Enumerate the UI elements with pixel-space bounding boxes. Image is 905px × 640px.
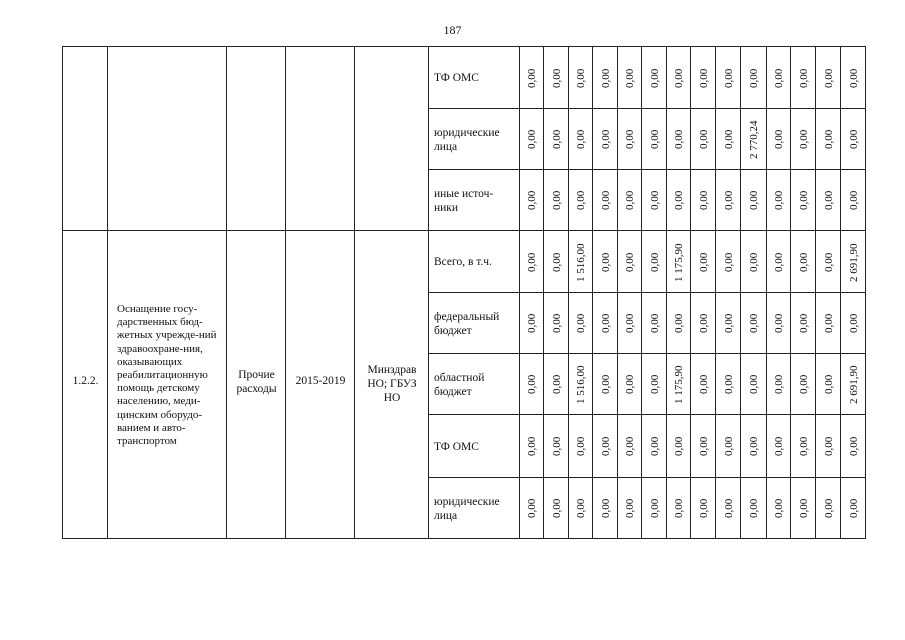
continuation-value-cell bbox=[766, 46, 791, 109]
item-value-cell bbox=[568, 230, 593, 293]
continuation-value: 0,00 bbox=[551, 68, 563, 88]
item-value: 0,00 bbox=[798, 436, 810, 456]
item-value-cell bbox=[840, 292, 866, 354]
item-value: 0,00 bbox=[748, 313, 760, 333]
continuation-value: 0,00 bbox=[649, 68, 661, 88]
item-number-cell bbox=[62, 230, 108, 539]
item-value-cell bbox=[766, 414, 791, 478]
item-source-cell bbox=[428, 230, 520, 293]
item-value: 0,00 bbox=[698, 436, 710, 456]
item-expense-type: Прочие расходы bbox=[236, 369, 277, 395]
continuation-value: 0,00 bbox=[698, 68, 710, 88]
item-value-cell bbox=[543, 414, 569, 478]
continuation-value-cell bbox=[666, 169, 691, 231]
item-value: 0,00 bbox=[600, 313, 612, 333]
item-value-cell bbox=[690, 414, 716, 478]
item-value-cell bbox=[568, 477, 593, 539]
continuation-value-cell bbox=[815, 169, 841, 231]
continuation-value: 0,00 bbox=[848, 68, 860, 88]
continuation-value: 0,00 bbox=[723, 129, 735, 149]
continuation-value-cell bbox=[815, 46, 841, 109]
item-source-label: Всего, в т.ч. bbox=[434, 256, 492, 268]
item-value: 0,00 bbox=[551, 436, 563, 456]
item-source-cell bbox=[428, 414, 520, 478]
item-value-cell bbox=[766, 477, 791, 539]
item-period-cell bbox=[285, 230, 355, 539]
item-value: 0,00 bbox=[600, 436, 612, 456]
item-executor-cell bbox=[354, 230, 429, 539]
item-value-cell bbox=[715, 230, 741, 293]
continuation-value: 0,00 bbox=[526, 68, 538, 88]
item-value: 0,00 bbox=[823, 498, 835, 518]
continuation-value: 0,00 bbox=[673, 68, 685, 88]
continuation-value-cell bbox=[543, 46, 569, 109]
item-value: 0,00 bbox=[551, 313, 563, 333]
continuation-description-cell bbox=[107, 46, 227, 231]
item-value: 0,00 bbox=[624, 374, 636, 394]
continuation-value: 0,00 bbox=[723, 190, 735, 210]
item-value: 0,00 bbox=[723, 252, 735, 272]
continuation-value: 0,00 bbox=[575, 129, 587, 149]
item-value: 0,00 bbox=[748, 436, 760, 456]
item-value-cell bbox=[641, 353, 667, 415]
continuation-value-cell bbox=[740, 46, 767, 109]
item-source-label: федеральный бюджет bbox=[434, 311, 500, 337]
continuation-value: 0,00 bbox=[575, 68, 587, 88]
item-value: 0,00 bbox=[823, 374, 835, 394]
item-value-cell bbox=[519, 477, 544, 539]
item-value-cell bbox=[690, 230, 716, 293]
continuation-value-cell bbox=[617, 46, 642, 109]
continuation-value: 0,00 bbox=[600, 129, 612, 149]
item-value-cell bbox=[715, 353, 741, 415]
item-value: 0,00 bbox=[798, 498, 810, 518]
item-value-cell bbox=[519, 292, 544, 354]
item-value-cell bbox=[641, 414, 667, 478]
item-value: 0,00 bbox=[823, 313, 835, 333]
item-value-cell bbox=[715, 477, 741, 539]
item-value-cell bbox=[641, 477, 667, 539]
item-value-cell bbox=[790, 230, 816, 293]
continuation-value: 0,00 bbox=[624, 190, 636, 210]
continuation-value-cell bbox=[617, 169, 642, 231]
continuation-value-cell bbox=[690, 46, 716, 109]
item-value: 0,00 bbox=[698, 313, 710, 333]
continuation-value: 0,00 bbox=[624, 68, 636, 88]
item-value-cell bbox=[715, 292, 741, 354]
item-value-cell bbox=[592, 414, 618, 478]
continuation-value: 0,00 bbox=[748, 68, 760, 88]
item-value: 0,00 bbox=[600, 252, 612, 272]
continuation-value-cell bbox=[790, 108, 816, 170]
continuation-value-cell bbox=[740, 169, 767, 231]
continuation-value-cell bbox=[568, 169, 593, 231]
item-value-cell bbox=[592, 477, 618, 539]
item-value-cell bbox=[543, 292, 569, 354]
item-value: 1 175,90 bbox=[673, 365, 685, 404]
item-value-cell bbox=[815, 230, 841, 293]
continuation-value-cell bbox=[568, 108, 593, 170]
continuation-value-cell bbox=[519, 108, 544, 170]
item-value-cell bbox=[519, 230, 544, 293]
continuation-value-cell bbox=[592, 46, 618, 109]
item-value: 0,00 bbox=[526, 252, 538, 272]
item-value-cell bbox=[740, 414, 767, 478]
item-value: 0,00 bbox=[551, 374, 563, 394]
item-source-label: ТФ ОМС bbox=[434, 441, 479, 453]
item-value: 0,00 bbox=[698, 498, 710, 518]
item-value: 0,00 bbox=[624, 436, 636, 456]
continuation-value-cell bbox=[617, 108, 642, 170]
item-value-cell bbox=[715, 414, 741, 478]
item-value-cell bbox=[690, 292, 716, 354]
item-value-cell bbox=[840, 230, 866, 293]
item-value-cell bbox=[840, 353, 866, 415]
item-value: 0,00 bbox=[773, 252, 785, 272]
item-source-label: областной бюджет bbox=[434, 372, 485, 398]
item-value: 0,00 bbox=[723, 374, 735, 394]
item-value: 0,00 bbox=[673, 498, 685, 518]
continuation-value: 0,00 bbox=[551, 190, 563, 210]
item-value: 0,00 bbox=[551, 252, 563, 272]
continuation-value-cell bbox=[568, 46, 593, 109]
item-value-cell bbox=[690, 353, 716, 415]
item-value: 0,00 bbox=[848, 313, 860, 333]
item-value: 0,00 bbox=[723, 498, 735, 518]
item-value-cell bbox=[543, 230, 569, 293]
item-value-cell bbox=[790, 477, 816, 539]
item-value: 0,00 bbox=[823, 252, 835, 272]
page-number: 187 bbox=[443, 23, 462, 37]
item-value: 0,00 bbox=[748, 252, 760, 272]
item-value: 1 516,00 bbox=[575, 365, 587, 404]
item-value-cell bbox=[617, 230, 642, 293]
item-value: 0,00 bbox=[773, 374, 785, 394]
item-source-cell bbox=[428, 292, 520, 354]
item-value-cell bbox=[666, 292, 691, 354]
item-value-cell bbox=[740, 353, 767, 415]
item-value-cell bbox=[766, 230, 791, 293]
continuation-value-cell bbox=[666, 108, 691, 170]
item-value: 0,00 bbox=[748, 498, 760, 518]
item-value: 1 516,00 bbox=[575, 243, 587, 282]
item-description-cell bbox=[107, 230, 227, 539]
continuation-source-label: ТФ ОМС bbox=[434, 72, 479, 84]
item-value: 2 691,90 bbox=[848, 243, 860, 282]
item-value-cell bbox=[815, 292, 841, 354]
continuation-period-cell bbox=[285, 46, 355, 231]
continuation-number-cell bbox=[62, 46, 108, 231]
continuation-value-cell bbox=[690, 169, 716, 231]
item-value-cell bbox=[815, 414, 841, 478]
item-value-cell bbox=[617, 414, 642, 478]
item-value: 0,00 bbox=[773, 436, 785, 456]
item-value-cell bbox=[592, 230, 618, 293]
item-value-cell bbox=[666, 414, 691, 478]
item-value: 0,00 bbox=[649, 374, 661, 394]
item-value-cell bbox=[766, 353, 791, 415]
item-value-cell bbox=[666, 230, 691, 293]
item-value: 0,00 bbox=[798, 313, 810, 333]
item-value: 0,00 bbox=[526, 313, 538, 333]
item-value-cell bbox=[790, 353, 816, 415]
item-value-cell bbox=[568, 353, 593, 415]
continuation-value-cell bbox=[840, 108, 866, 170]
item-value: 0,00 bbox=[649, 498, 661, 518]
continuation-value: 0,00 bbox=[823, 129, 835, 149]
item-value-cell bbox=[617, 477, 642, 539]
continuation-value-cell bbox=[641, 169, 667, 231]
continuation-value: 0,00 bbox=[575, 190, 587, 210]
continuation-value: 0,00 bbox=[698, 129, 710, 149]
item-value: 0,00 bbox=[526, 436, 538, 456]
item-value: 0,00 bbox=[551, 498, 563, 518]
item-number: 1.2.2. bbox=[72, 375, 99, 387]
continuation-value-cell bbox=[766, 108, 791, 170]
continuation-value: 0,00 bbox=[773, 190, 785, 210]
continuation-value: 0,00 bbox=[551, 129, 563, 149]
continuation-source-label: юридические лица bbox=[434, 127, 500, 153]
item-value-cell bbox=[740, 230, 767, 293]
continuation-source-label: иные источ-ники bbox=[434, 188, 494, 214]
item-value: 0,00 bbox=[624, 498, 636, 518]
item-executor: Минздрав НО; ГБУЗ НО bbox=[367, 364, 417, 404]
continuation-source-cell bbox=[428, 46, 520, 109]
item-value-cell bbox=[641, 230, 667, 293]
item-value: 0,00 bbox=[723, 313, 735, 333]
item-value-cell bbox=[666, 477, 691, 539]
continuation-value: 0,00 bbox=[526, 129, 538, 149]
item-value: 0,00 bbox=[798, 374, 810, 394]
continuation-value-cell bbox=[641, 108, 667, 170]
item-value: 0,00 bbox=[526, 498, 538, 518]
item-value: 0,00 bbox=[575, 436, 587, 456]
continuation-value-cell bbox=[543, 108, 569, 170]
item-value: 0,00 bbox=[575, 498, 587, 518]
continuation-value: 0,00 bbox=[748, 190, 760, 210]
continuation-source-cell bbox=[428, 169, 520, 231]
item-value: 0,00 bbox=[624, 313, 636, 333]
item-description: Оснащение госу-дарственных бюд-жетных учрежде-ний здравоохране-ния, оказывающих реабилитационную помощь детскому населению, меди-цинским оборудо-ванием и авто-транспортом bbox=[117, 303, 217, 448]
item-value: 2 691,90 bbox=[848, 365, 860, 404]
item-value: 0,00 bbox=[773, 313, 785, 333]
continuation-value: 0,00 bbox=[526, 190, 538, 210]
item-value-cell bbox=[568, 414, 593, 478]
item-value-cell bbox=[592, 292, 618, 354]
continuation-executor-cell bbox=[354, 46, 429, 231]
item-value: 0,00 bbox=[848, 436, 860, 456]
item-source-label: юридические лица bbox=[434, 496, 500, 522]
item-value-cell bbox=[568, 292, 593, 354]
item-value-cell bbox=[740, 477, 767, 539]
continuation-value-cell bbox=[790, 46, 816, 109]
continuation-value-cell bbox=[740, 108, 767, 170]
continuation-value: 0,00 bbox=[649, 129, 661, 149]
item-value-cell bbox=[790, 292, 816, 354]
item-value-cell bbox=[543, 353, 569, 415]
continuation-value-cell bbox=[592, 169, 618, 231]
item-value-cell bbox=[766, 292, 791, 354]
item-value: 0,00 bbox=[673, 436, 685, 456]
continuation-value: 0,00 bbox=[823, 68, 835, 88]
continuation-value: 0,00 bbox=[823, 190, 835, 210]
continuation-value: 0,00 bbox=[649, 190, 661, 210]
continuation-value-cell bbox=[543, 169, 569, 231]
item-period: 2015-2019 bbox=[295, 375, 346, 387]
continuation-value-cell bbox=[766, 169, 791, 231]
continuation-value: 0,00 bbox=[798, 129, 810, 149]
item-value-cell bbox=[690, 477, 716, 539]
item-value-cell bbox=[543, 477, 569, 539]
item-value: 0,00 bbox=[723, 436, 735, 456]
continuation-source-cell bbox=[428, 108, 520, 170]
item-value: 0,00 bbox=[624, 252, 636, 272]
item-value: 0,00 bbox=[649, 252, 661, 272]
continuation-value: 2 770,24 bbox=[748, 120, 760, 159]
item-value-cell bbox=[815, 477, 841, 539]
item-value: 0,00 bbox=[698, 252, 710, 272]
continuation-value: 0,00 bbox=[773, 68, 785, 88]
item-value-cell bbox=[641, 292, 667, 354]
item-value: 0,00 bbox=[773, 498, 785, 518]
continuation-value-cell bbox=[690, 108, 716, 170]
continuation-value: 0,00 bbox=[798, 190, 810, 210]
continuation-value: 0,00 bbox=[723, 68, 735, 88]
continuation-value-cell bbox=[519, 46, 544, 109]
item-source-cell bbox=[428, 353, 520, 415]
continuation-value-cell bbox=[519, 169, 544, 231]
item-value-cell bbox=[790, 414, 816, 478]
item-value: 0,00 bbox=[575, 313, 587, 333]
continuation-value: 0,00 bbox=[798, 68, 810, 88]
item-value-cell bbox=[840, 414, 866, 478]
item-value-cell bbox=[666, 353, 691, 415]
item-value: 0,00 bbox=[848, 498, 860, 518]
continuation-value: 0,00 bbox=[673, 129, 685, 149]
item-value-cell bbox=[617, 353, 642, 415]
item-value: 0,00 bbox=[649, 436, 661, 456]
continuation-value-cell bbox=[840, 169, 866, 231]
continuation-expense-cell bbox=[226, 46, 286, 231]
item-value-cell bbox=[519, 414, 544, 478]
item-value-cell bbox=[815, 353, 841, 415]
item-expense-cell bbox=[226, 230, 286, 539]
continuation-value-cell bbox=[715, 108, 741, 170]
continuation-value: 0,00 bbox=[624, 129, 636, 149]
continuation-value: 0,00 bbox=[848, 190, 860, 210]
item-value-cell bbox=[617, 292, 642, 354]
continuation-value-cell bbox=[790, 169, 816, 231]
continuation-value-cell bbox=[641, 46, 667, 109]
item-value-cell bbox=[840, 477, 866, 539]
continuation-value: 0,00 bbox=[848, 129, 860, 149]
item-value: 0,00 bbox=[600, 374, 612, 394]
item-value: 0,00 bbox=[649, 313, 661, 333]
item-value-cell bbox=[740, 292, 767, 354]
continuation-value-cell bbox=[592, 108, 618, 170]
continuation-value-cell bbox=[715, 46, 741, 109]
item-value: 0,00 bbox=[798, 252, 810, 272]
item-value-cell bbox=[592, 353, 618, 415]
item-value: 0,00 bbox=[698, 374, 710, 394]
item-value: 0,00 bbox=[600, 498, 612, 518]
continuation-value: 0,00 bbox=[773, 129, 785, 149]
continuation-value: 0,00 bbox=[673, 190, 685, 210]
item-value: 0,00 bbox=[526, 374, 538, 394]
continuation-value: 0,00 bbox=[698, 190, 710, 210]
continuation-value-cell bbox=[815, 108, 841, 170]
continuation-value-cell bbox=[715, 169, 741, 231]
item-value: 0,00 bbox=[748, 374, 760, 394]
item-value: 1 175,90 bbox=[673, 243, 685, 282]
continuation-value: 0,00 bbox=[600, 190, 612, 210]
continuation-value-cell bbox=[840, 46, 866, 109]
item-value: 0,00 bbox=[673, 313, 685, 333]
item-value-cell bbox=[519, 353, 544, 415]
continuation-value: 0,00 bbox=[600, 68, 612, 88]
continuation-value-cell bbox=[666, 46, 691, 109]
item-value: 0,00 bbox=[823, 436, 835, 456]
item-source-cell bbox=[428, 477, 520, 539]
